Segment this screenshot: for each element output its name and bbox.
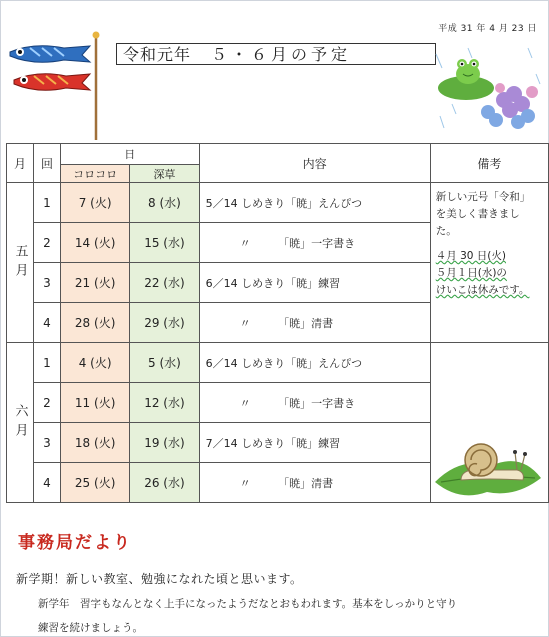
- round-cell: 4: [34, 463, 61, 503]
- notes-cell: [430, 183, 548, 343]
- date-cell-a: 4 (火): [61, 343, 130, 383]
- note-line: た。: [435, 225, 457, 237]
- date-cell-b: 12 (水): [130, 383, 199, 423]
- header-content: 内容: [199, 144, 430, 183]
- date-cell-b: 19 (水): [130, 423, 199, 463]
- schedule-table: [6, 143, 549, 503]
- news-title: 事務局だより: [18, 533, 132, 553]
- content-cell: 6／14 しめきり「暁」練習: [199, 263, 430, 303]
- date-cell-a: 7 (火): [61, 183, 130, 223]
- round-cell: 2: [34, 223, 61, 263]
- news-line-2: 新学年 習字もなんとなく上手になったようだなとおもわれます。基本をしっかりと守り: [38, 598, 458, 610]
- snail-illustration: [431, 422, 543, 502]
- schedule-title: [116, 43, 436, 65]
- news-line-1: 新学期！新しい教室、勉強になれた頃と思います。: [16, 572, 303, 586]
- round-cell: 2: [34, 383, 61, 423]
- date-cell-b: 15 (水): [130, 223, 199, 263]
- month-cell: [7, 183, 34, 343]
- content-cell: 〃 「暁」一字書き: [199, 223, 430, 263]
- date-cell-b: 26 (水): [130, 463, 199, 503]
- date-cell-b: 29 (水): [130, 303, 199, 343]
- date-cell-a: 14 (火): [61, 223, 130, 263]
- month-cell: [7, 343, 34, 503]
- koinobori-illustration: [4, 30, 106, 142]
- table-row: [7, 343, 549, 383]
- date-cell-a: 25 (火): [61, 463, 130, 503]
- round-cell: 3: [34, 263, 61, 303]
- round-cell: 1: [34, 183, 61, 223]
- round-cell: 4: [34, 303, 61, 343]
- frog-hydrangea-illustration: [432, 44, 544, 136]
- header-notes: 備考: [430, 144, 548, 183]
- table-row: [7, 183, 549, 223]
- month-label: 六月: [12, 403, 28, 442]
- note-line: けいこは休みです。: [435, 284, 530, 296]
- content-cell: 〃 「暁」一字書き: [199, 383, 430, 423]
- note-line: ４月 30 日(火): [435, 250, 506, 262]
- header-venue-a: コロコロ: [61, 165, 130, 183]
- date-cell-a: 28 (火): [61, 303, 130, 343]
- header-round: 回: [34, 144, 61, 183]
- note-line: 新しい元号「令和」: [435, 191, 531, 203]
- date-cell-a: 11 (火): [61, 383, 130, 423]
- month-label: 五月: [12, 243, 28, 282]
- header-day: 日: [61, 144, 200, 165]
- notes-cell-june: [430, 343, 548, 503]
- content-cell: 〃 「暁」清書: [199, 303, 430, 343]
- round-cell: 1: [34, 343, 61, 383]
- content-cell: 〃 「暁」清書: [199, 463, 430, 503]
- header-month: 月: [7, 144, 34, 183]
- note-line: ５月１日(水)の: [435, 267, 507, 279]
- date-cell-b: 5 (水): [130, 343, 199, 383]
- date-cell-b: 8 (水): [130, 183, 199, 223]
- date-cell-b: 22 (水): [130, 263, 199, 303]
- content-cell: 7／14 しめきり「暁」練習: [199, 423, 430, 463]
- date-cell-a: 18 (火): [61, 423, 130, 463]
- news-line-3: 練習を続けましょう。: [38, 622, 143, 634]
- round-cell: 3: [34, 423, 61, 463]
- note-line: を美しく書きまし: [435, 208, 520, 220]
- notes-text: [431, 183, 548, 299]
- date-cell-a: 21 (火): [61, 263, 130, 303]
- title-main: ５・６月の予定: [211, 45, 352, 64]
- content-cell: 5／14 しめきり「暁」えんぴつ: [199, 183, 430, 223]
- content-cell: 6／14 しめきり「暁」えんぴつ: [199, 343, 430, 383]
- header-venue-b: 深草: [130, 165, 199, 183]
- title-era: 令和元年: [123, 45, 192, 64]
- document-date: 平成 31 年 4 月 23 日: [438, 24, 537, 34]
